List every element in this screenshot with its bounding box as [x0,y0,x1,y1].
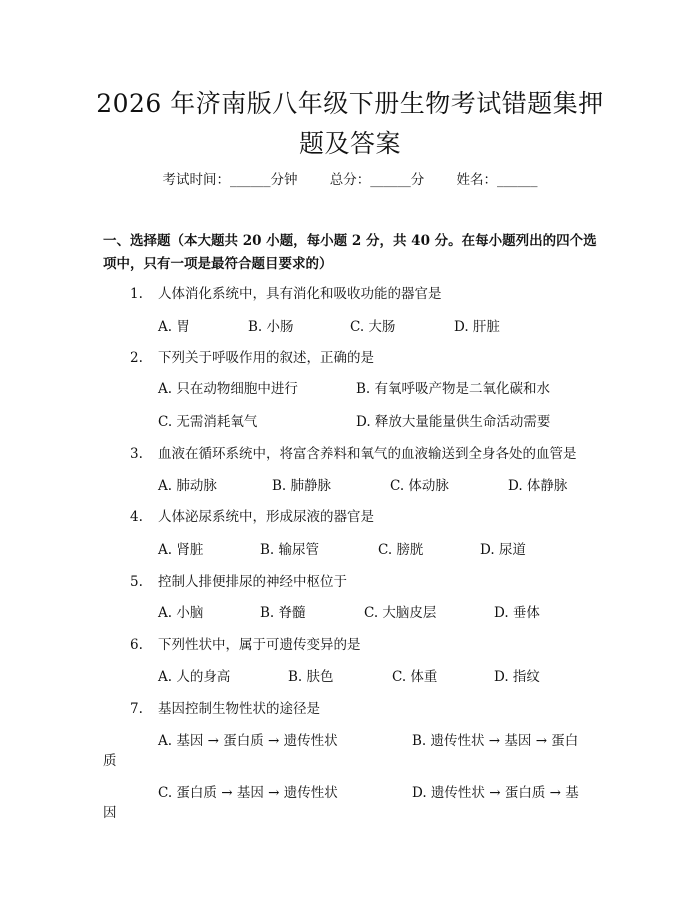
option-b: B. 肺静脉 [272,478,332,494]
option-a: A. 人的身高 [158,669,231,685]
question-2 [130,346,374,366]
option-d: D. 释放大量能量供生命活动需要 [356,414,551,430]
option-d: D. 指纹 [494,669,540,685]
option-a: A. 小脑 [158,605,204,621]
question-text: 血液在循环系统中，将富含养料和氧气的血液输送到全身各处的血管是 [158,446,577,462]
question-number: 1. [130,286,143,302]
exam-time-field: 考试时间：______分钟 [162,172,298,188]
question-text: 下列关于呼吸作用的叙述，正确的是 [158,350,374,366]
option-d: D. 体静脉 [508,478,568,494]
question-number: 2. [130,350,143,366]
option-a: A. 基因 → 蛋白质 → 遗传性状 [158,733,338,749]
section-heading-line-2: 项中，只有一项是最符合题目要求的） [103,256,333,272]
option-b: B. 肤色 [288,669,334,685]
title-line-2: 题及答案 [298,129,401,158]
section-heading [103,230,603,276]
question-text: 下列性状中，属于可遗传变异的是 [158,637,361,653]
option-b: B. 小肠 [248,319,294,335]
question-7 [130,697,320,717]
question-number: 5. [130,574,143,590]
question-6 [130,633,361,653]
question-text: 人体泌尿系统中，形成尿液的器官是 [158,509,374,525]
option-d: D. 尿道 [480,542,526,558]
option-a: A. 只在动物细胞中进行 [158,381,298,397]
option-a: A. 肾脏 [158,542,204,558]
question-5 [130,570,347,590]
option-b-wrap: 质 [103,753,117,769]
option-b: B. 有氧呼吸产物是二氧化碳和水 [356,381,551,397]
option-d: D. 遗传性状 → 蛋白质 → 基 [412,785,579,801]
question-text: 基因控制生物性状的途径是 [158,701,320,717]
title-line-1: 2026 年济南版八年级下册生物考试错题集押 [96,89,604,118]
option-b: B. 遗传性状 → 基因 → 蛋白 [412,733,579,749]
option-b: B. 输尿管 [260,542,320,558]
section-heading-line-1: 一、选择题（本大题共 20 小题，每小题 2 分，共 40 分。在每小题列出的四个选 [103,233,597,249]
option-c: C. 蛋白质 → 基因 → 遗传性状 [158,785,338,801]
option-d: D. 肝脏 [454,319,500,335]
option-c: C. 无需消耗氧气 [158,414,258,430]
question-text: 人体消化系统中，具有消化和吸收功能的器官是 [158,286,442,302]
question-text: 控制人排便排尿的神经中枢位于 [158,574,347,590]
option-d-wrap: 因 [103,805,117,821]
option-c: C. 体重 [392,669,438,685]
option-c: C. 大肠 [350,319,396,335]
option-c: C. 膀胱 [378,542,424,558]
question-1 [130,282,442,302]
question-number: 7. [130,701,143,717]
total-score-field: 总分：______分 [329,172,425,188]
student-name-field: 姓名：______ [456,172,538,188]
question-number: 4. [130,509,143,525]
option-c: C. 大脑皮层 [364,605,437,621]
exam-meta [0,168,700,188]
option-d: D. 垂体 [494,605,540,621]
question-4 [130,505,374,525]
question-number: 3. [130,446,143,462]
option-b: B. 脊髓 [260,605,306,621]
option-a: A. 肺动脉 [158,478,217,494]
document-title [60,84,640,164]
option-c: C. 体动脉 [390,478,449,494]
question-number: 6. [130,637,143,653]
option-a: A. 胃 [158,319,190,335]
question-3 [130,442,577,462]
